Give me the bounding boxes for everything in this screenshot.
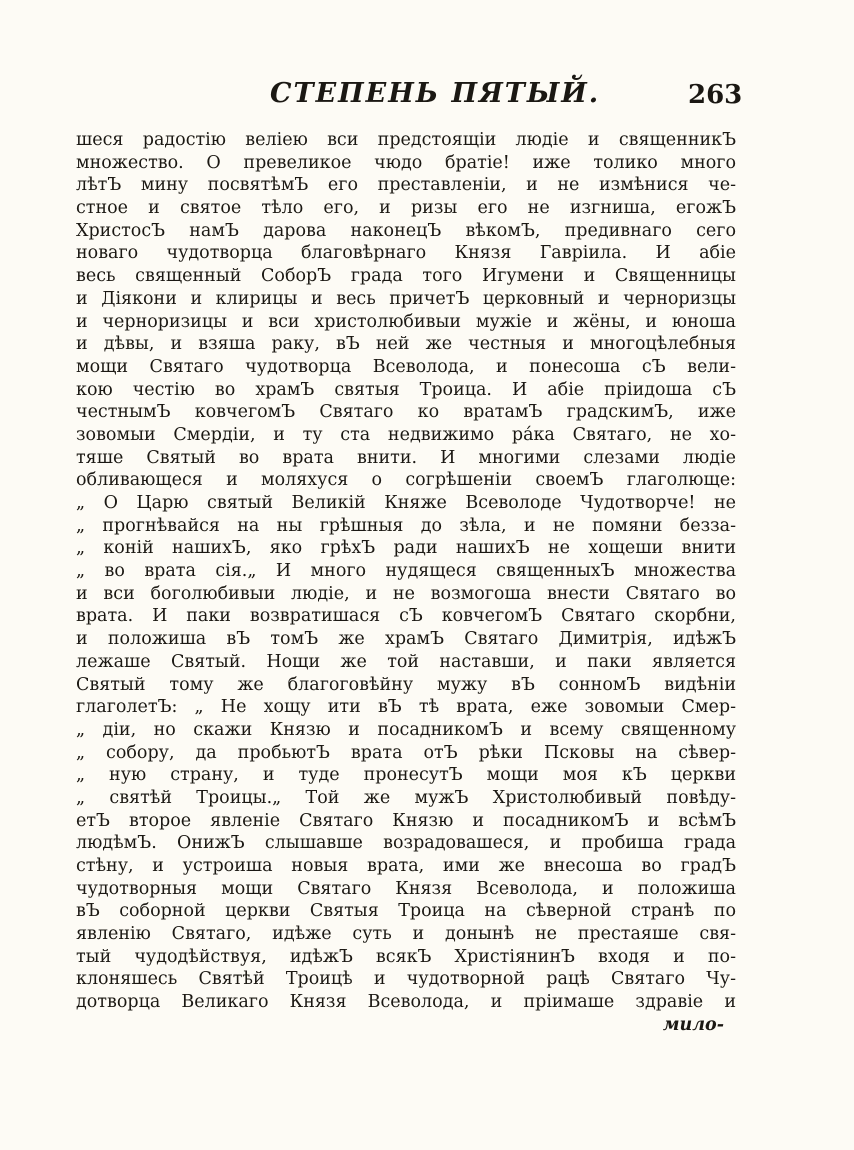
text-line: зовомыи Смердіи, и ту ста недвижимо ра́ка Святаго, не хо- <box>76 424 736 445</box>
text-line: тый чудодѣйствуя, идѣжЪ всякЪ ХристіянинЪ входя и по- <box>76 946 736 967</box>
text-line: глаголетЪ: „ Не хощу ити вЪ тѣ врата, еже зовомыи Смер- <box>76 697 736 718</box>
text-line: Святый тому же благоговѣйну мужу вЪ сонномЪ видѣніи <box>76 674 736 695</box>
text-line: лежаше Святый. Нощи же той наставши, и паки является <box>76 651 736 672</box>
text-line: и дѣвы, и взяша раку, вЪ ней же честныя и многоцѣлебныя <box>76 334 736 355</box>
text-line: ХристосЪ намЪ дарова наконецЪ вѣкомЪ, предивнаго сего <box>76 220 736 241</box>
running-head: СТЕПЕНЬ ПЯТЫЙ. <box>270 78 601 109</box>
text-line: стѣну, и устроиша новыя врата, ими же внесоша во градЪ <box>76 856 736 876</box>
text-line: обливающеся и моляхуся о согрѣшеніи своемЪ глаголюще: <box>76 470 736 491</box>
text-line: тяше Святый во врата внити. И многими слезами людіе <box>76 447 736 468</box>
text-line: „ собору, да пробьютЪ врата отЪ рѣки Псковы на сѣвер- <box>76 742 736 763</box>
text-line: „ святѣй Троицы.„ Той же мужЪ Христолюбивый повѣду- <box>76 787 736 808</box>
text-line: и вси боголюбивыи людіе, и не возмогоша внести Святаго во <box>76 583 736 604</box>
text-line: кою честію во храмЪ святыя Троица. И абіе пріидоша сЪ <box>76 379 736 400</box>
body-text <box>76 129 736 1037</box>
catchword: мило- <box>662 1014 724 1035</box>
text-line: новаго чудотворца благовѣрнаго Князя Гавріила. И абіе <box>76 243 736 264</box>
text-line: мощи Святаго чудотворца Всеволода, и понесоша сЪ вели- <box>76 356 736 377</box>
text-line: и положиша вЪ томЪ же храмЪ Святаго Димитрія, идѣжЪ <box>76 629 736 650</box>
text-line: чудотворныя мощи Святаго Князя Всеволода, и положиша <box>76 878 736 899</box>
text-line: весь священный СоборЪ града того Игумени и Священницы <box>76 266 736 287</box>
text-line: клоняшесь Святѣй Троицѣ и чудотворной рацѣ Святаго Чу- <box>76 969 736 990</box>
page-number: 263 <box>688 80 743 110</box>
text-line: „ прогнѣвайся на ны грѣшныя до зѣла, и не помяни безза- <box>76 515 736 536</box>
text-line: честнымЪ ковчегомЪ Святаго ко вратамЪ градскимЪ, иже <box>76 402 736 423</box>
text-line: и Діякони и клирицы и весь причетЪ церковный и черноризцы <box>76 288 736 309</box>
text-line: вЪ соборной церкви Святыя Троица на сѣверной странѣ по <box>76 901 736 922</box>
text-line: етЪ второе явленіе Святаго Князю и посадникомЪ и всѣмЪ <box>76 810 736 831</box>
text-line: врата. И паки возвратишася сЪ ковчегомЪ Святаго скорбни, <box>76 606 736 627</box>
text-line: „ О Царю святый Великій Княже Всеволоде Чудотворче! не <box>76 493 736 513</box>
text-line: „ діи, но скажи Князю и посадникомЪ и всему священному <box>76 719 736 740</box>
text-line: „ ную страну, и туде пронесутЪ мощи моя кЪ церкви <box>76 765 736 786</box>
text-line: „ коній нашихЪ, яко грѣхЪ ради нашихЪ не хощеши внити <box>76 538 736 559</box>
text-line: явленію Святаго, идѣже суть и донынѣ не престаяше свя- <box>76 924 736 945</box>
text-line: шеся радостію веліею вси предстоящіи людіе и священникЪ <box>76 130 736 150</box>
text-line: стное и святое тѣло его, и ризы его не изгниша, егожЪ <box>76 198 736 219</box>
text-line: лѣтЪ мину посвятѣмЪ его преставленіи, и не измѣнися че- <box>76 175 736 196</box>
text-line: множество. О превеликое чюдо братіе! иже толико много <box>76 152 736 173</box>
text-line: „ во врата сія.„ И много нудящеся священныхЪ множества <box>76 561 736 582</box>
text-line: дотворца Великаго Князя Всеволода, и пріимаше здравіе и <box>76 992 736 1013</box>
text-line: и черноризицы и вси христолюбивыи мужіе и жёны, и юноша <box>76 311 736 332</box>
text-line: людѣмЪ. ОнижЪ слышавше возрадовашеся, и пробиша града <box>76 833 736 854</box>
